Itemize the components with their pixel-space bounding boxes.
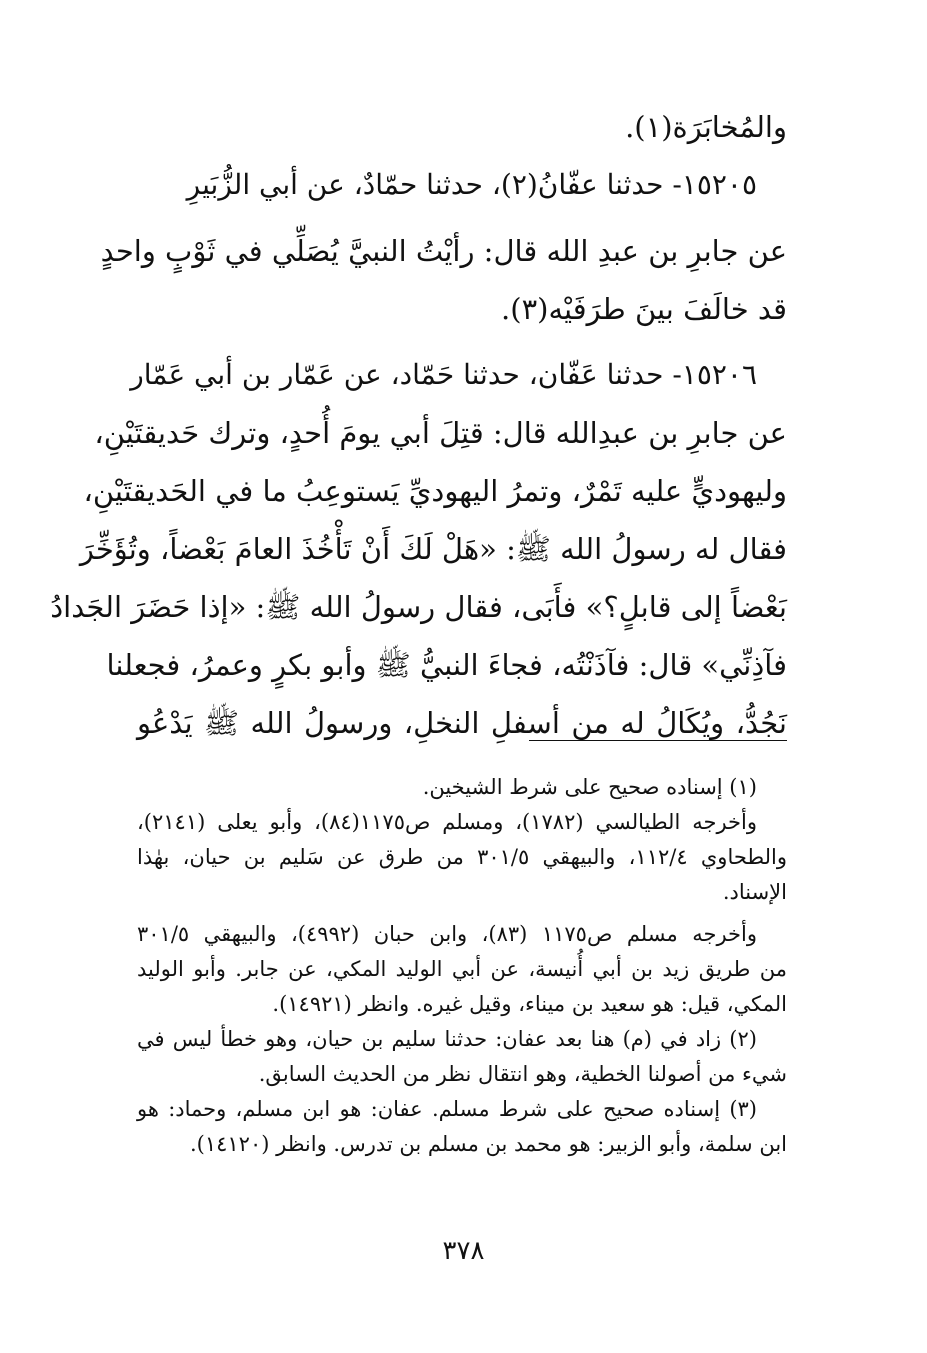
footnotes — [137, 770, 787, 1162]
text-line: عن جابرِ بن عبدِالله قال: قتِلَ أبي يومَ أُحدٍ، وترك حَديقتَيْنِ، — [94, 416, 787, 450]
spacer — [137, 214, 787, 222]
spacer — [137, 338, 787, 346]
spacer — [137, 910, 787, 917]
text-line: عن جابرِ بن عبدِ الله قال: رأيْتُ النبيَّ يُصَلِّي في ثَوْبٍ واحدٍ — [100, 234, 787, 268]
text-line: بَعْضاً إلى قابلٍ؟» فأَبَى، فقال رسولُ الله ﷺ: «إذا حَضَرَ الجَدادُ — [50, 590, 787, 624]
text-line: فآذِنِّي» قال: فآذَنْتُه، فجاءَ النبيُّ ﷺ وأبو بكرٍ وعمرُ، فجعلنا — [106, 648, 787, 682]
footnote-line: وأخرجه مسلم ص١١٧٥ (٨٣)، وابن حبان (٤٩٩٢)، والبيهقي ٣٠١/٥ — [137, 922, 757, 946]
footnote-line: والطحاوي ١١٢/٤، والبيهقي ٣٠١/٥ من طرق عن سَليم بن حيان، بهٰذا — [137, 845, 788, 869]
text-line: وليهوديٍّ عليه تَمْرٌ، وتمرُ اليهوديِّ يَستوعِبُ ما في الحَديقتَيْنِ، — [83, 474, 787, 508]
hadith-heading-15205: ١٥٢٠٥- حدثنا عفّانُ(٢)، حدثنا حمّادٌ، عن أبي الزُّبَيرِ — [186, 168, 757, 201]
text-line: قد خالَفَ بينَ طرَفَيْه(٣). — [501, 292, 787, 326]
page-number: ٣٧٨ — [442, 1236, 485, 1266]
text-line: نَجُدُّ، ويُكَالُ له من أسفلِ النخلِ، ورسولُ الله ﷺ يَدْعُو — [137, 706, 787, 740]
text-line: والمُخابَرَة(١). — [625, 110, 787, 144]
footnote-line: ابن سلمة، وأبو الزبير: هو محمد بن مسلم بن تدرس. وانظر (١٤١٢٠). — [189, 1132, 787, 1156]
footnote-line: وأخرجه الطيالسي (١٧٨٢)، ومسلم ص١١٧٥(٨٤)، وأبو يعلى (٢١٤١)، — [137, 810, 757, 834]
footnote-3: (٣) إسناده صحيح على شرط مسلم. عفان: هو ابن مسلم، وحماد: هو — [137, 1097, 757, 1121]
footnote-separator — [529, 740, 787, 741]
footnote-line: من طريق زيد بن أبي أُنيسة، عن أبي الوليد المكي، عن جابر. وأبو الوليد — [137, 957, 787, 981]
main-text — [50, 98, 787, 752]
footnote-line: المكي، قيل: هو سعيد بن ميناء، وقيل غيره. وانظر (١٤٩٢١). — [272, 992, 787, 1016]
text-line: فقال له رسولُ الله ﷺ: «هَلْ لَكَ أَنْ تَأْخُذَ العامَ بَعْضاً، وتُؤَخِّرَ — [79, 532, 787, 566]
footnote-2: (٢) زاد في (م) هنا بعد عفان: حدثنا سليم بن حيان، وهو خطأ ليس في — [137, 1027, 757, 1051]
footnote-1: (١) إسناده صحيح على شرط الشيخين. — [422, 775, 757, 799]
hadith-heading-15206: ١٥٢٠٦- حدثنا عَفّان، حدثنا حَمّاد، عن عَمّار بن أبي عَمّار — [130, 358, 757, 391]
footnote-line: الإسناد. — [722, 880, 787, 904]
footnote-line: شيء من أصولنا الخطية، وهو انتقال نظر من الحديث السابق. — [258, 1062, 787, 1086]
